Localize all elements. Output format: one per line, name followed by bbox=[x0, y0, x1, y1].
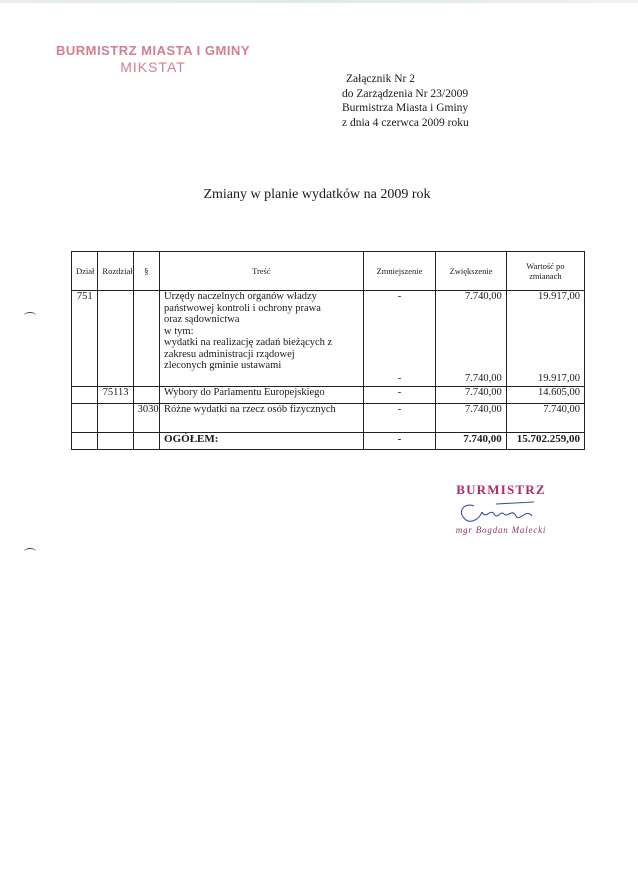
signature-block bbox=[436, 482, 566, 535]
tresc-line: zleconych gminie ustawami bbox=[164, 360, 282, 371]
cell-zmniejszenie: - bbox=[363, 387, 436, 404]
zmniejszenie-top: - bbox=[397, 291, 402, 302]
stamp-line-1: BURMISTRZ MIASTA I GMINY bbox=[56, 43, 250, 58]
header-rozdzial: Rozdział bbox=[98, 252, 133, 291]
zwiekszenie-top: 7.740,00 bbox=[465, 291, 502, 302]
cell-rozdzial bbox=[98, 291, 133, 387]
tresc-line: zakresu administracji rządowej bbox=[164, 348, 295, 360]
header-dzial: Dział bbox=[72, 252, 98, 291]
zmniejszenie-bottom: - bbox=[397, 373, 402, 384]
wartosc-bottom: 19.917,00 bbox=[538, 373, 580, 384]
total-wartosc: 15.702.259,00 bbox=[506, 433, 584, 450]
header-zwiekszenie: Zwiększenie bbox=[436, 252, 506, 291]
annex-line-2: do Zarządzenia Nr 23/2009 bbox=[342, 87, 469, 100]
cell-rozdzial bbox=[98, 404, 133, 433]
cell-rozdzial bbox=[98, 433, 133, 450]
cell-tresc: Wybory do Parlamentu Europejskiego bbox=[160, 387, 364, 404]
total-zwiekszenie: 7.740,00 bbox=[436, 433, 506, 450]
total-zmniejszenie: - bbox=[363, 433, 436, 450]
cell-dzial bbox=[72, 404, 98, 433]
cell-paragraf bbox=[133, 387, 159, 404]
document-title: Zmiany w planie wydatków na 2009 rok bbox=[203, 187, 431, 202]
cell-zmniejszenie: - bbox=[363, 404, 436, 433]
cell-wartosc bbox=[506, 291, 584, 387]
cell-zmniejszenie bbox=[363, 291, 436, 387]
tresc-line: w tym: bbox=[164, 325, 194, 337]
cell-zwiekszenie: 7.740,00 bbox=[436, 387, 506, 404]
cell-rozdzial: 75113 bbox=[98, 387, 133, 404]
cell-paragraf bbox=[133, 433, 159, 450]
cell-paragraf bbox=[133, 291, 159, 387]
tresc-line: państwowej kontroli i ochrony prawa bbox=[164, 302, 321, 314]
table-row bbox=[72, 291, 585, 387]
header-zmniejszenie: Zmniejszenie bbox=[363, 252, 436, 291]
cell-dzial bbox=[72, 433, 98, 450]
annex-line-4: z dnia 4 czerwca 2009 roku bbox=[342, 116, 469, 129]
tresc-line: oraz sądownictwa bbox=[164, 314, 240, 325]
document-title-wrap bbox=[0, 187, 638, 203]
tresc-line: wydatki na realizację zadań bieżących z bbox=[164, 337, 333, 348]
cell-zwiekszenie: 7.740,00 bbox=[436, 404, 506, 433]
punch-hole-mark bbox=[24, 548, 36, 555]
punch-hole-mark bbox=[24, 312, 36, 319]
cell-dzial: 751 bbox=[72, 291, 98, 387]
annex-header bbox=[342, 72, 469, 130]
cell-wartosc: 14.605,00 bbox=[506, 387, 584, 404]
cell-paragraf: 3030 bbox=[133, 404, 159, 433]
handwritten-signature bbox=[436, 498, 566, 526]
annex-line-1: Załącznik Nr 2 bbox=[346, 73, 415, 85]
header-paragraf: § bbox=[133, 252, 159, 291]
cell-tresc bbox=[160, 291, 364, 387]
table-header-row bbox=[72, 252, 585, 291]
zwiekszenie-bottom: 7.740,00 bbox=[465, 373, 502, 384]
scan-top-edge bbox=[0, 0, 638, 3]
official-stamp bbox=[56, 44, 250, 74]
signature-title: BURMISTRZ bbox=[456, 482, 546, 497]
tresc-line: Urzędy naczelnych organów władzy bbox=[164, 291, 317, 302]
cell-wartosc: 7.740,00 bbox=[506, 404, 584, 433]
table-row bbox=[72, 387, 585, 404]
wartosc-top: 19.917,00 bbox=[538, 291, 580, 302]
header-tresc: Treść bbox=[160, 252, 364, 291]
cell-zwiekszenie bbox=[436, 291, 506, 387]
signature-name: mgr Bogdan Malecki bbox=[455, 525, 547, 535]
expense-changes-table bbox=[71, 251, 585, 450]
annex-line-3: Burmistrza Miasta i Gminy bbox=[342, 102, 469, 114]
cell-tresc: Różne wydatki na rzecz osób fizycznych bbox=[160, 404, 364, 433]
total-row bbox=[72, 433, 585, 450]
table-row bbox=[72, 404, 585, 433]
stamp-line-2: MIKSTAT bbox=[120, 58, 186, 75]
total-label: OGÓŁEM: bbox=[160, 433, 364, 450]
header-wartosc: Wartość po zmianach bbox=[506, 252, 584, 291]
cell-dzial bbox=[72, 387, 98, 404]
